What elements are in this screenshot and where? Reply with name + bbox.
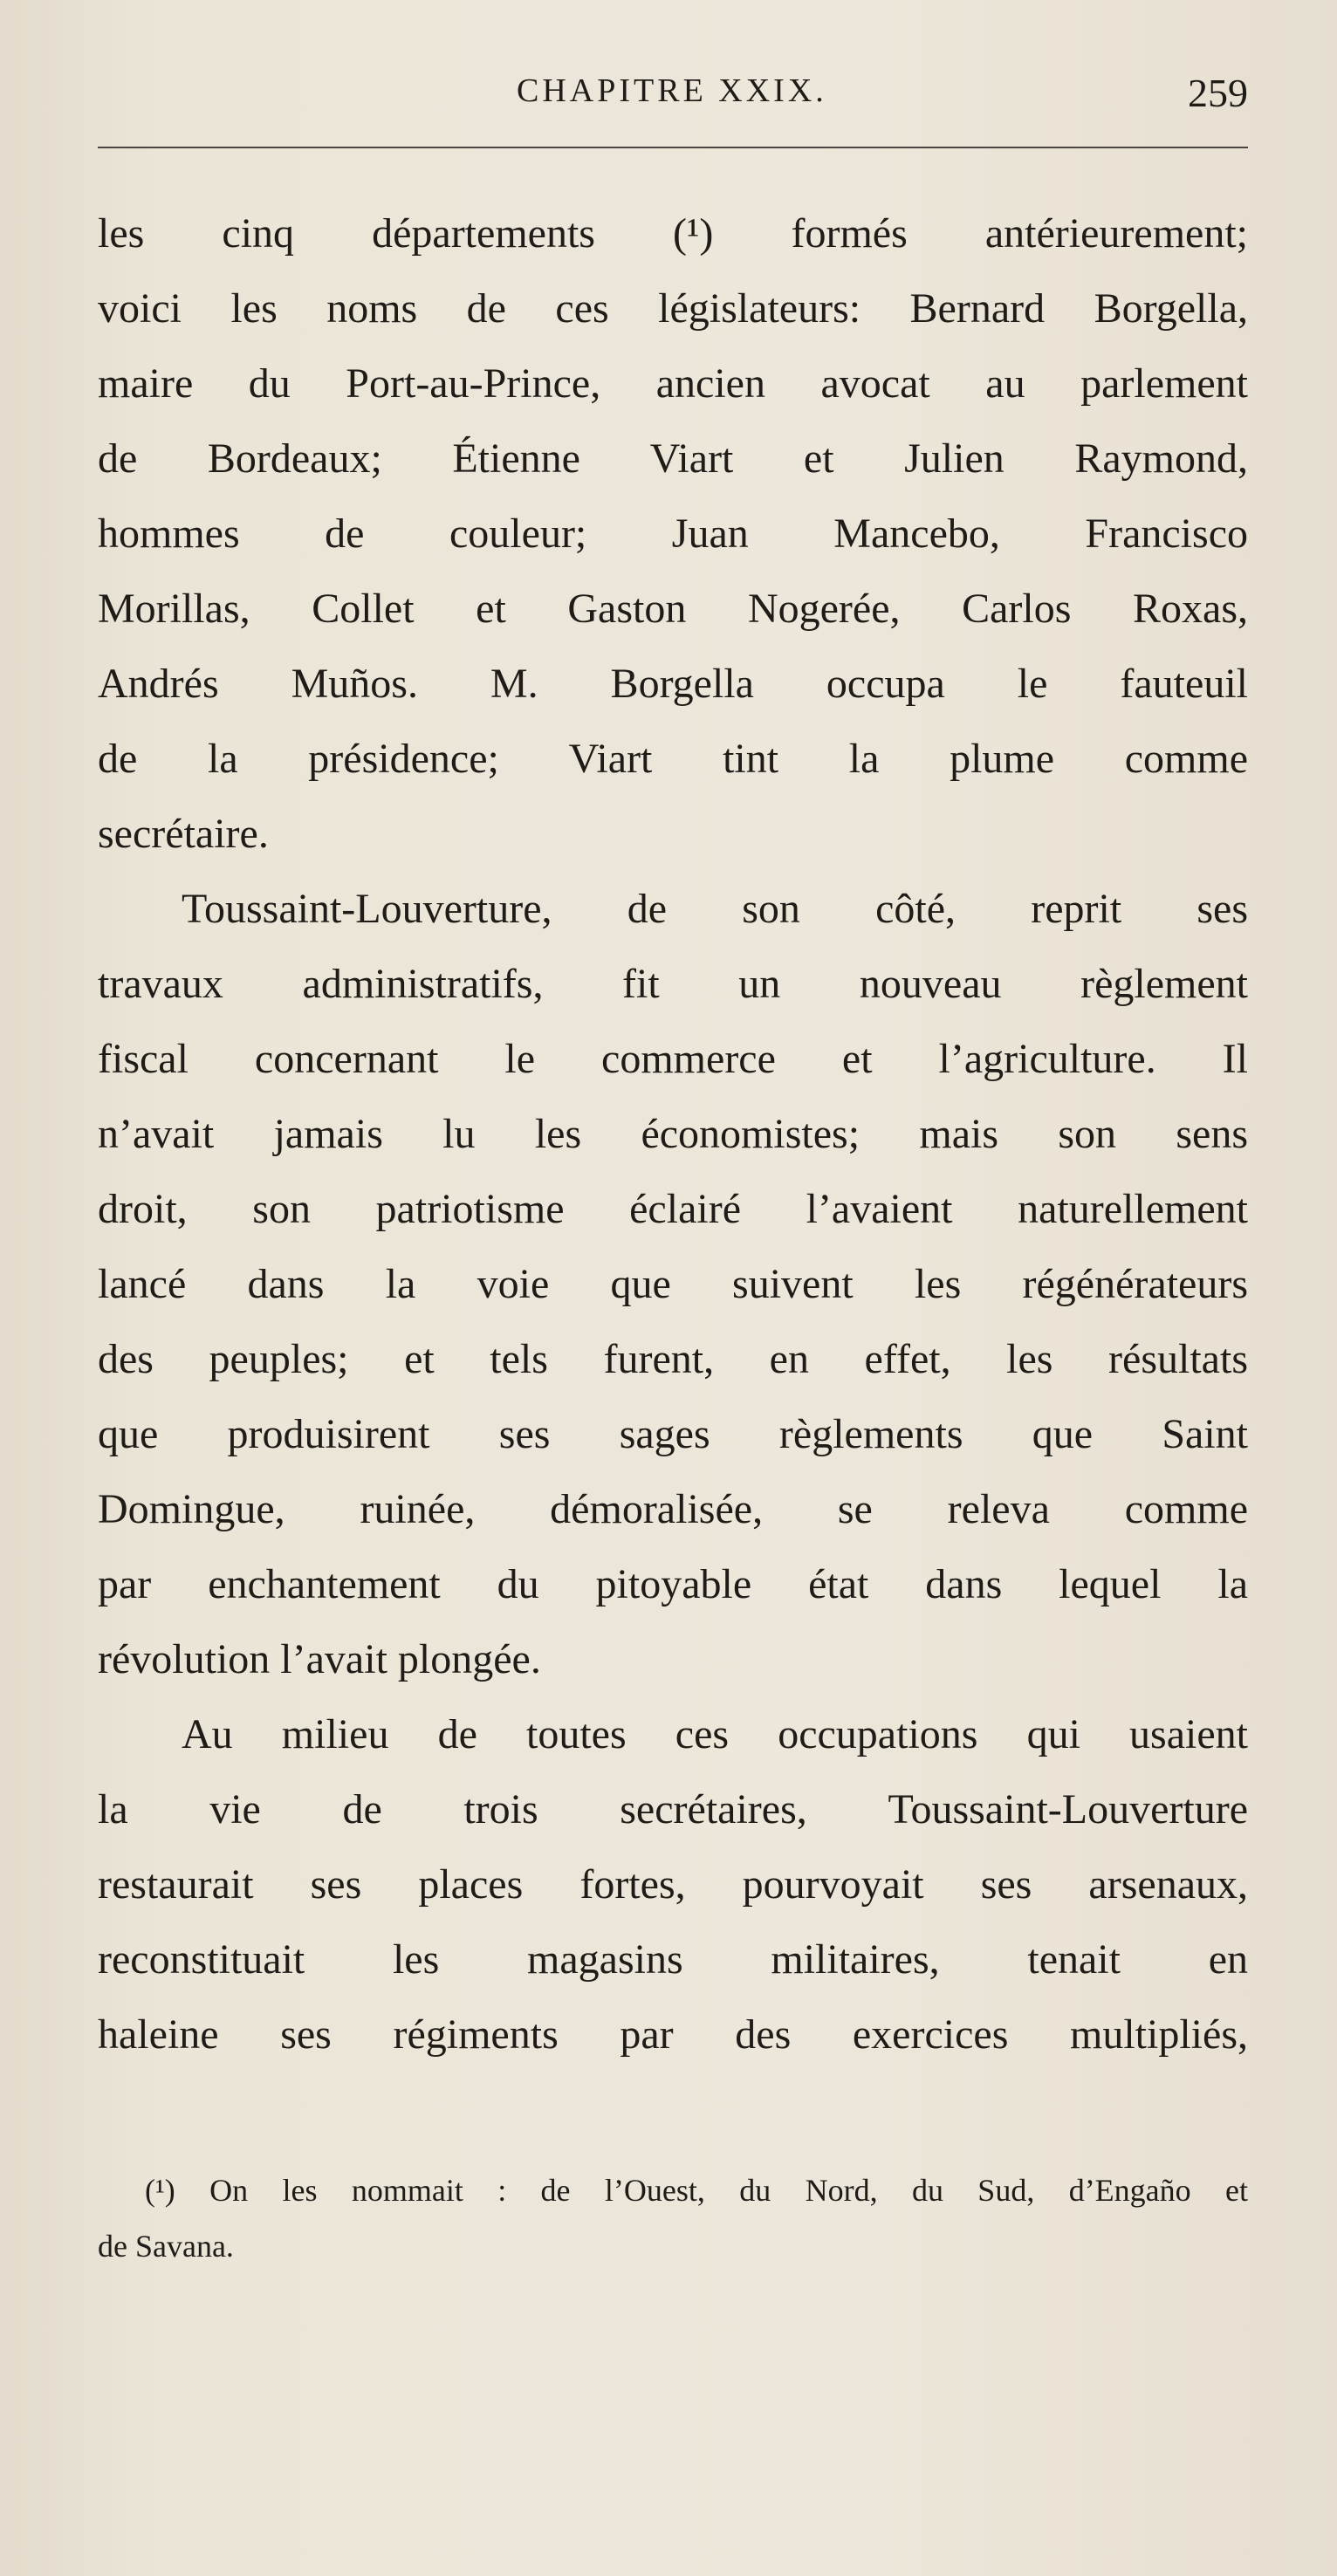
page-header xyxy=(98,63,1248,124)
text-line: haleine ses régiments par des exercices multipliés, xyxy=(98,2011,1248,2058)
header-rule xyxy=(98,147,1248,148)
text-line: reconstituait les magasins militaires, tenait en xyxy=(98,1936,1248,1983)
paragraph-start: Toussaint-Louverture, de son côté, reprit ses xyxy=(182,886,1248,932)
text-line: restaurait ses places fortes, pourvoyait ses arsenaux, xyxy=(98,1861,1248,1908)
running-head: CHAPITRE XXIX. xyxy=(517,72,827,109)
text-line: n’avait jamais lu les économistes; mais son sens xyxy=(98,1111,1248,1157)
text-line: Morillas, Collet et Gaston Nogerée, Carlos Roxas, xyxy=(98,586,1248,632)
text-line: Domingue, ruinée, démoralisée, se releva comme xyxy=(98,1486,1248,1532)
body-text xyxy=(98,196,1248,2072)
text-line: par enchantement du pitoyable état dans lequel la xyxy=(98,1561,1248,1607)
text-line: hommes de couleur; Juan Mancebo, Francisco xyxy=(98,510,1248,557)
footnote xyxy=(98,2162,1248,2274)
text-line: de la présidence; Viart tint la plume comme xyxy=(98,736,1248,782)
text-line: fiscal concernant le commerce et l’agriculture. Il xyxy=(98,1036,1248,1082)
text-line: droit, son patriotisme éclairé l’avaient naturellement xyxy=(98,1186,1248,1232)
text-line: de Bordeaux; Étienne Viart et Julien Raymond, xyxy=(98,435,1248,482)
text-line: révolution l’avait plongée. xyxy=(98,1636,541,1682)
page-number: 259 xyxy=(1188,71,1248,115)
text-line: les cinq départements (¹) formés antérieurement; xyxy=(98,210,1248,257)
text-line: des peuples; et tels furent, en effet, les résultats xyxy=(98,1336,1248,1382)
paragraph-start: Au milieu de toutes ces occupations qui usaient xyxy=(182,1711,1248,1757)
text-line: maire du Port-au-Prince, ancien avocat au parlement xyxy=(98,360,1248,407)
footnote-line: (¹) On les nommait : de l’Ouest, du Nord, du Sud, d’Engaño et xyxy=(145,2173,1248,2208)
text-line: Andrés Muños. M. Borgella occupa le fauteuil xyxy=(98,661,1248,707)
text-line: voici les noms de ces législateurs: Bernard Borgella, xyxy=(98,285,1248,332)
text-line: que produisirent ses sages règlements que Saint xyxy=(98,1411,1248,1457)
text-line: la vie de trois secrétaires, Toussaint-Louverture xyxy=(98,1786,1248,1833)
text-line: secrétaire. xyxy=(98,811,269,857)
footnote-line: de Savana. xyxy=(98,2229,234,2264)
text-line: lancé dans la voie que suivent les régénérateurs xyxy=(98,1261,1248,1307)
text-line: travaux administratifs, fit un nouveau règlement xyxy=(98,961,1248,1007)
